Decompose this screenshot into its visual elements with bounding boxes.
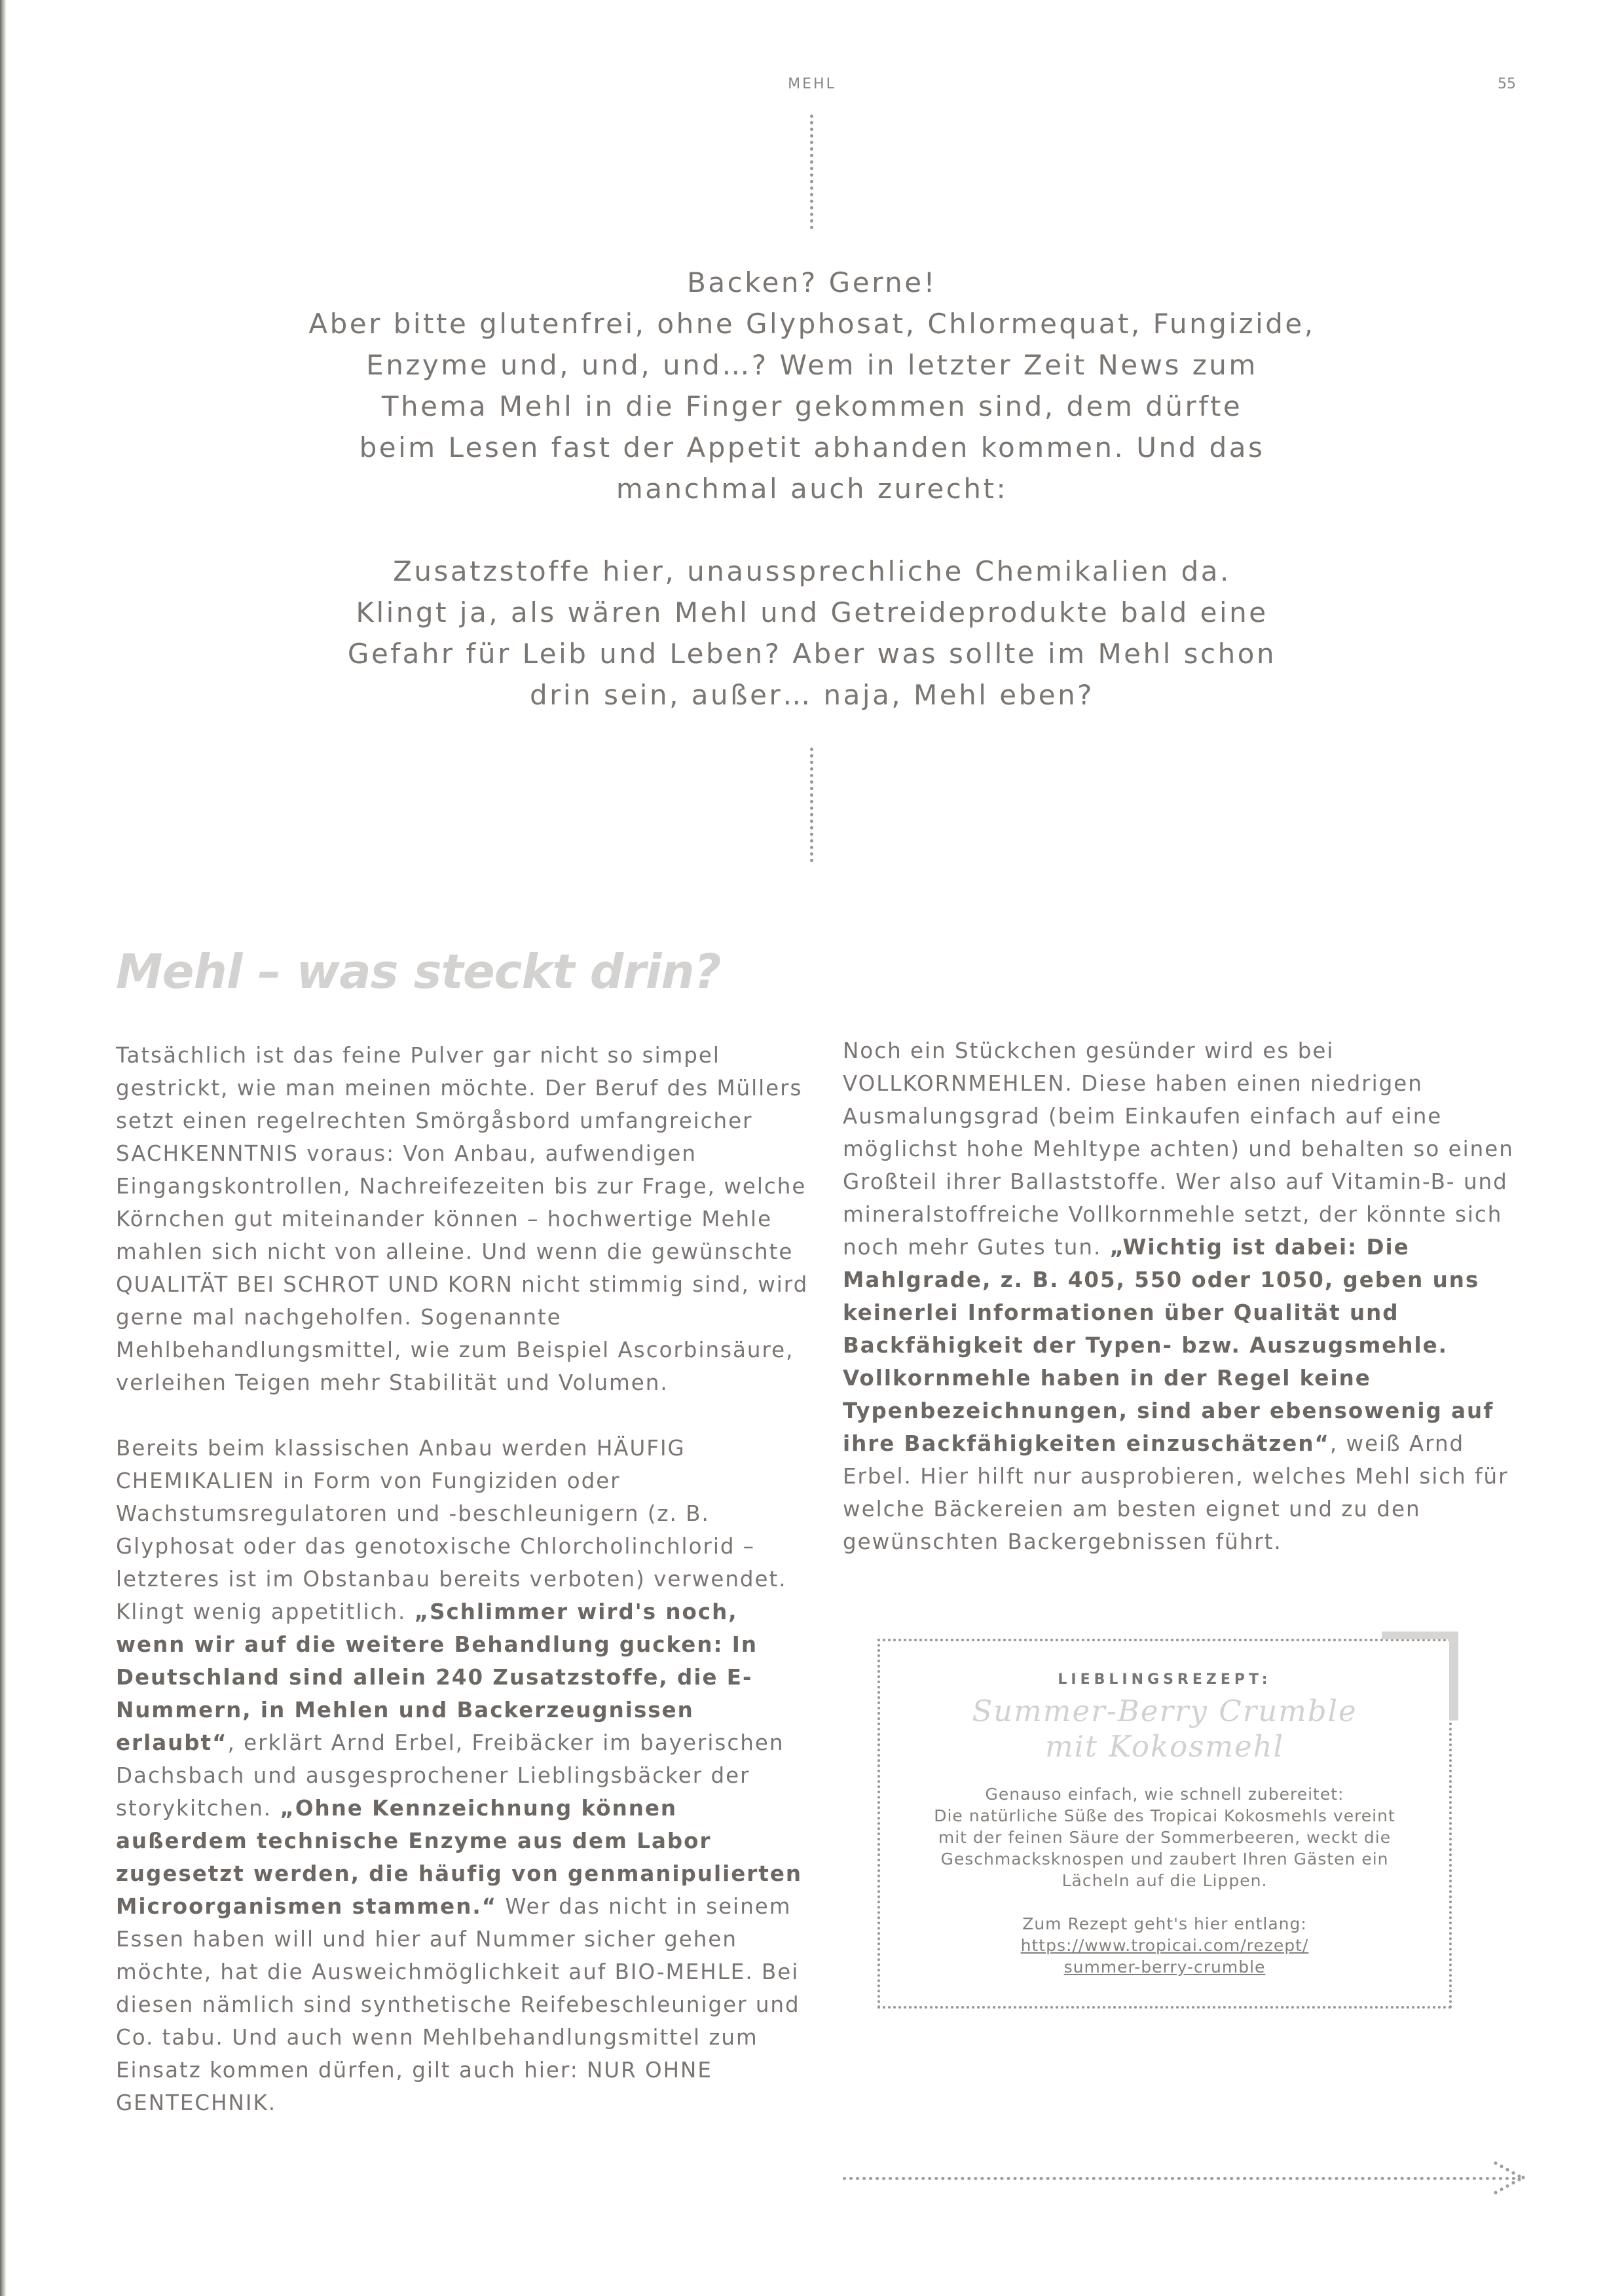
paragraph xyxy=(843,1034,1527,1558)
dotted-divider-bottom xyxy=(810,748,813,862)
text-run: , erklärt Arnd Erbel, Freibäcker im bayerischen Dachsbach und ausgesprochener Lieblingsbäcker der storykitchen. xyxy=(116,1730,784,1821)
recipe-title xyxy=(877,1694,1452,1764)
text-run: Wer das nicht in seinem Essen haben will und hier auf Nummer sicher gehen möchte, hat die Ausweichmöglichkeit auf BIO-MEHLE. Bei diesen nämlich sind synthetische Reifebeschleuniger und Co. tabu. Und auch wenn Mehlbehandlungsmittel zum Einsatz kommen dürfen, gilt auch hier: NUR OHNE GENTECHNIK. xyxy=(116,1894,800,2115)
text-run: , weiß Arnd Erbel. Hier hilft nur ausprobieren, welches Mehl sich für welche Bäckereien am besten eignet und zu den gewünschten Backergebnissen führt. xyxy=(843,1431,1509,1554)
article-heading: Mehl – was steckt drin? xyxy=(116,944,721,999)
section-title: MEHL xyxy=(788,76,836,92)
page-number: 55 xyxy=(1498,76,1516,92)
intro-line: manchmal auch zurecht: xyxy=(616,473,1008,505)
intro-line: beim Lesen fast der Appetit abhanden kommen. Und das xyxy=(359,431,1265,464)
recipe-kicker: LIEBLINGSREZEPT: xyxy=(1058,1671,1272,1688)
paragraph xyxy=(116,1432,810,2119)
text-run: Bereits beim klassischen Anbau werden HÄUFIG CHEMIKALIEN in Form von Fungiziden oder Wachstumsregulatoren und -beschleunigern (z. B. Glyphosat oder das genotoxische Chlorcholinchlorid – letzteres ist im Obstanbau bereits verboten) verwendet. Klingt wenig appetitlich. xyxy=(116,1436,787,1624)
arrow-right-icon xyxy=(1492,2159,1528,2196)
recipe-title-line: mit Kokosmehl xyxy=(1044,1729,1285,1764)
recipe-description xyxy=(877,1783,1452,1978)
intro-line: drin sein, außer… naja, Mehl eben? xyxy=(530,679,1094,711)
intro-line: Thema Mehl in die Finger gekommen sind, dem dürfte xyxy=(381,390,1243,422)
recipe-line: mit der feinen Säure der Sommerbeeren, weckt die xyxy=(938,1828,1392,1847)
article-column-right xyxy=(843,1034,1527,1558)
recipe-line: Lächeln auf die Lippen. xyxy=(1061,1871,1268,1890)
quote-bold: „Schlimmer wird's noch, wenn wir auf die weitere Behandlung gucken: In Deutschland sind allein 240 Zusatzstoffe, die E-Nummern, in Mehlen und Backerzeugnissen erlaubt“ xyxy=(116,1599,758,1755)
intro-line: Backen? Gerne! xyxy=(687,266,937,299)
quote-bold: „Wichtig ist dabei: Die Mahlgrade, z. B. 405, 550 oder 1050, geben uns keinerlei Informationen über Qualität und Backfähigkeit der Typen- bzw. Auszugsmehle. Vollkornmehle haben in der Regel keine Typenbezeichnungen, sind aber ebensowenig auf ihre Backfähigkeiten einzuschätzen“ xyxy=(843,1235,1494,1456)
recipe-link[interactable] xyxy=(877,1935,1452,1978)
dotted-arrow-line xyxy=(843,2177,1516,2180)
recipe-link-line[interactable]: https://www.tropicai.com/rezept/ xyxy=(1020,1936,1309,1955)
recipe-line: Genauso einfach, wie schnell zubereitet: xyxy=(985,1785,1344,1804)
recipe-link-block xyxy=(877,1913,1452,1978)
intro-line: Enzyme und, und, und…? Wem in letzter Zeit News zum xyxy=(366,349,1258,381)
intro-line: Aber bitte glutenfrei, ohne Glyphosat, Chlormequat, Fungizide, xyxy=(308,308,1316,340)
article-column-left xyxy=(116,1039,810,2119)
recipe-line: Geschmacksknospen und zaubert Ihren Gästen ein xyxy=(940,1850,1389,1868)
recipe-link-line[interactable]: summer-berry-crumble xyxy=(1063,1958,1266,1977)
page-header xyxy=(0,38,1624,92)
quote-bold: „Ohne Kennzeichnung können außerdem technische Enzyme aus dem Labor zugesetzt werden, die häufig von genmanipulierten Microorganismen stammen.“ xyxy=(116,1796,803,1919)
intro-text xyxy=(288,262,1336,716)
paragraph: Tatsächlich ist das feine Pulver gar nicht so simpel gestrickt, wie man meinen möchte. Der Beruf des Müllers setzt einen regelrechten Smörgåsbord umfangreicher SACHKENNTNIS voraus: Von Anbau, aufwendigen Eingangskontrollen, Nachreifezeiten bis zur Frage, welche Körnchen gut miteinander können – hochwertige Mehle mahlen sich nicht von alleine. Und wenn die gewünschte QUALITÄT BEI SCHROT UND KORN nicht stimmig sind, wird gerne mal nachgeholfen. Sogenannte Mehlbehandlungsmittel, wie zum Beispiel Ascorbinsäure, verleihen Teigen mehr Stabilität und Volumen. xyxy=(116,1043,809,1395)
page-edge-shadow xyxy=(0,0,7,2296)
intro-line: Zusatzstoffe hier, unaussprechliche Chemikalien da. xyxy=(393,555,1231,587)
intro-line: Gefahr für Leib und Leben? Aber was sollte im Mehl schon xyxy=(347,638,1277,670)
recipe-description-text xyxy=(877,1783,1452,1891)
text-run: Noch ein Stückchen gesünder wird es bei VOLLKORNMEHLEN. Diese haben einen niedrigen Ausmalungsgrad (beim Einkaufen einfach auf eine möglichst hohe Mehltype achten) und behalten so einen Großteil ihrer Ballaststoffe. Wer also auf Vitamin-B- und mineralstoffreiche Vollkornmehle setzt, der könnte sich noch mehr Gutes tun. xyxy=(843,1038,1514,1260)
recipe-box-corner-accent xyxy=(1382,1631,1458,1639)
dotted-divider-top xyxy=(810,115,813,229)
intro-line: Klingt ja, als wären Mehl und Getreideprodukte bald eine xyxy=(356,596,1268,629)
recipe-link-intro: Zum Rezept geht's hier entlang: xyxy=(1022,1914,1307,1933)
recipe-title-line: Summer-Berry Crumble xyxy=(972,1694,1357,1728)
recipe-line: Die natürliche Süße des Tropicai Kokosmehls vereint xyxy=(934,1806,1395,1825)
